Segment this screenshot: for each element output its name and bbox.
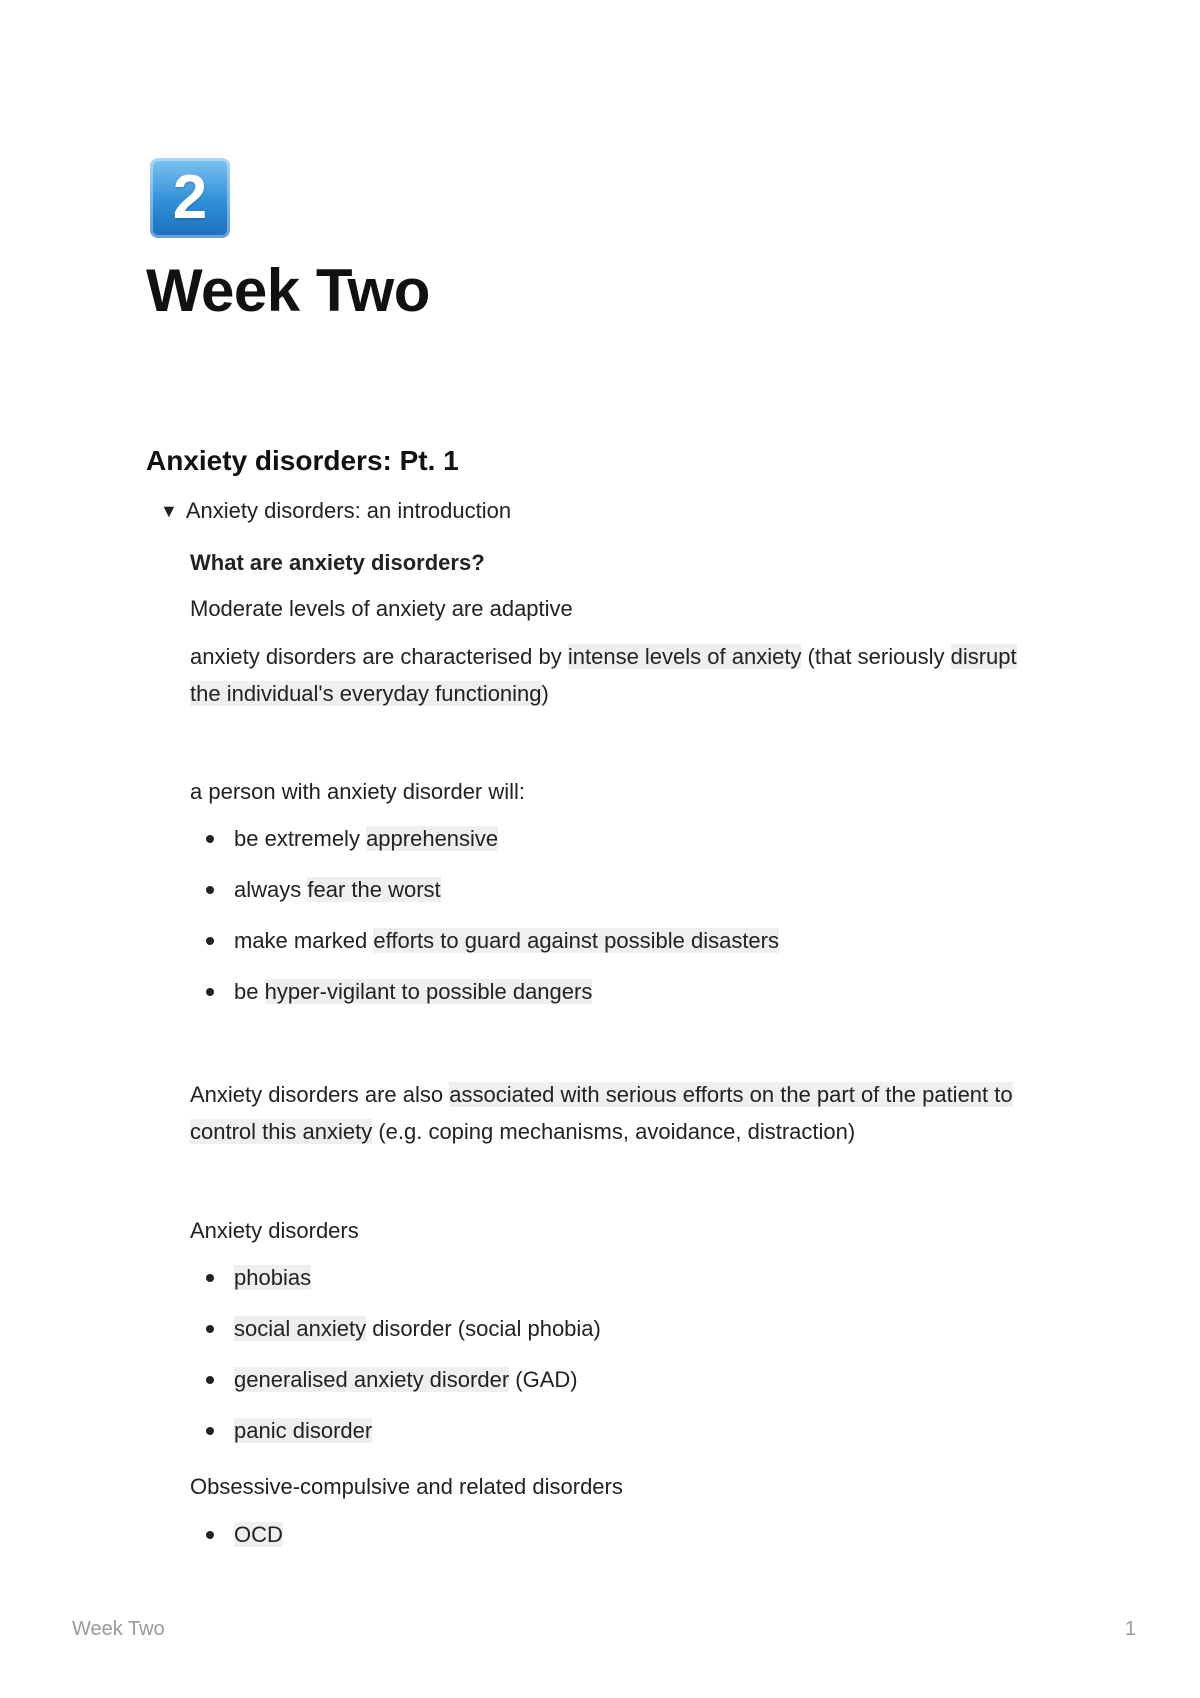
text-segment: anxiety disorders are characterised by bbox=[190, 644, 568, 669]
toggle-block[interactable] bbox=[160, 498, 511, 524]
highlight-text: phobias bbox=[234, 1265, 312, 1290]
list-item bbox=[190, 1259, 1050, 1310]
text-segment: make marked bbox=[234, 928, 374, 953]
list-item bbox=[190, 1516, 1050, 1567]
highlight-text: social anxiety bbox=[234, 1316, 367, 1341]
highlight-text: fear the worst bbox=[307, 877, 441, 902]
highlight-text: generalised anxiety disorder bbox=[234, 1367, 510, 1392]
keycap-digit: 2 bbox=[172, 163, 208, 232]
text-segment: (e.g. coping mechanisms, avoidance, distraction) bbox=[372, 1119, 856, 1144]
section-heading: Anxiety disorders: Pt. 1 bbox=[146, 445, 459, 476]
bullet-list-disorders bbox=[190, 1259, 1050, 1463]
text-segment: disorder (social phobia) bbox=[366, 1316, 601, 1341]
highlight-text: panic disorder bbox=[234, 1418, 373, 1443]
question-heading: What are anxiety disorders? bbox=[190, 550, 485, 575]
text-segment: always bbox=[234, 877, 308, 902]
page-title: Week Two bbox=[146, 257, 430, 324]
highlight-text: associated with serious efforts on the part of the patient to control this anxiety bbox=[190, 1082, 1013, 1144]
text-segment: (GAD) bbox=[509, 1367, 578, 1392]
paragraph-person-will: a person with anxiety disorder will: bbox=[190, 779, 526, 804]
highlight-text: efforts to guard against possible disasters bbox=[373, 928, 779, 953]
paragraph-adaptive: Moderate levels of anxiety are adaptive bbox=[190, 596, 573, 621]
paragraph-control-efforts bbox=[190, 1076, 1050, 1150]
list-item bbox=[190, 973, 1050, 1024]
text-segment: be extremely bbox=[234, 826, 367, 851]
list-item bbox=[190, 922, 1050, 973]
highlight-text: intense levels of anxiety bbox=[567, 644, 802, 669]
text-segment: (that seriously bbox=[801, 644, 951, 669]
list-item bbox=[190, 1412, 1050, 1463]
bullet-list-symptoms bbox=[190, 820, 1050, 1024]
page-number: 1 bbox=[1124, 1618, 1136, 1640]
highlight-text: OCD bbox=[234, 1522, 283, 1547]
bullet-list-ocd bbox=[190, 1516, 1050, 1567]
paragraph-ocd-related: Obsessive-compulsive and related disorders bbox=[190, 1474, 623, 1499]
list-item bbox=[190, 820, 1050, 871]
list-item bbox=[190, 1361, 1050, 1412]
toggle-label: Anxiety disorders: an introduction bbox=[185, 498, 512, 523]
text-segment: Anxiety disorders are also bbox=[190, 1082, 450, 1107]
text-segment: ) bbox=[541, 681, 549, 706]
list-item bbox=[190, 871, 1050, 922]
keycap-two-icon bbox=[150, 158, 230, 238]
triangle-down-icon[interactable]: ▼ bbox=[160, 500, 178, 521]
list-item bbox=[190, 1310, 1050, 1361]
highlight-text: apprehensive bbox=[366, 826, 499, 851]
paragraph-anxiety-disorders: Anxiety disorders bbox=[190, 1218, 359, 1243]
paragraph-characterised bbox=[190, 638, 1050, 712]
highlight-text: hyper-vigilant to possible dangers bbox=[264, 979, 593, 1004]
highlight-text: disrupt the individual's everyday functioning bbox=[190, 644, 1017, 706]
footer-title: Week Two bbox=[72, 1618, 165, 1640]
text-segment: be bbox=[234, 979, 265, 1004]
